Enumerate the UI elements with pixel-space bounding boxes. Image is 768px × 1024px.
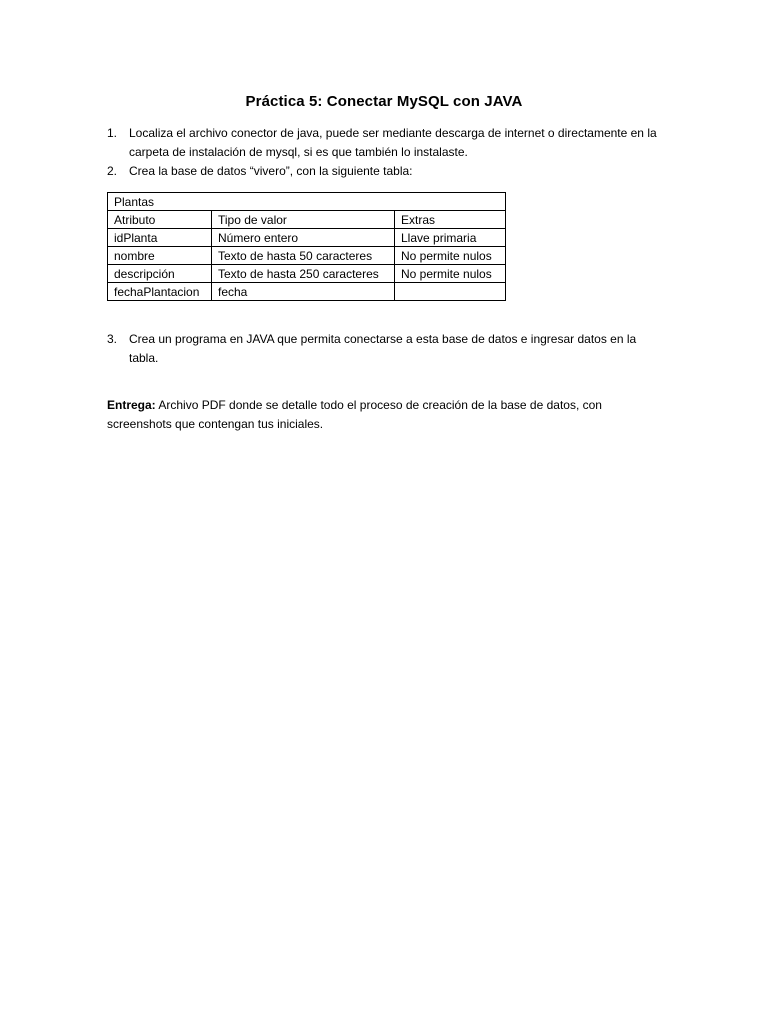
table-cell: [395, 283, 506, 301]
column-header: Tipo de valor: [212, 211, 395, 229]
steps-list-continued: [107, 330, 667, 368]
table-row: [108, 229, 506, 247]
column-header: Extras: [395, 211, 506, 229]
table-row: [108, 265, 506, 283]
table-cell: nombre: [108, 247, 212, 265]
table-cell: fechaPlantacion: [108, 283, 212, 301]
table-cell: idPlanta: [108, 229, 212, 247]
plantas-table: [107, 192, 506, 301]
step-number: 3.: [107, 332, 118, 346]
table-row: [108, 283, 506, 301]
table-header-row: [108, 211, 506, 229]
column-header: Atributo: [108, 211, 212, 229]
delivery-text: Archivo PDF donde se detalle todo el proceso de creación de la base de datos, con screenshots que contengan tus iniciales.: [107, 398, 602, 431]
step-text: Crea la base de datos “vivero”, con la siguiente tabla:: [129, 164, 413, 178]
list-item: [107, 330, 667, 368]
list-item: [107, 124, 667, 162]
step-number: 2.: [107, 164, 118, 178]
step-number: 1.: [107, 126, 118, 140]
step-text: Crea un programa en JAVA que permita conectarse a esta base de datos e ingresar datos en la tabla.: [129, 332, 637, 365]
delivery-label: Entrega:: [107, 398, 156, 412]
table-row: [108, 247, 506, 265]
delivery-paragraph: [107, 396, 667, 434]
table-cell: Número entero: [212, 229, 395, 247]
step-text: Localiza el archivo conector de java, puede ser mediante descarga de internet o directamente en la carpeta de instalación de mysql, si es que también lo instalaste.: [129, 126, 657, 159]
table-title-row: [108, 193, 506, 211]
table-cell: No permite nulos: [395, 247, 506, 265]
table-cell: Llave primaria: [395, 229, 506, 247]
steps-list: [107, 124, 667, 181]
table-cell: descripción: [108, 265, 212, 283]
table-cell: Texto de hasta 50 caracteres: [212, 247, 395, 265]
page-title: Práctica 5: Conectar MySQL con JAVA: [245, 93, 523, 110]
list-item: [107, 162, 667, 181]
table-cell: Texto de hasta 250 caracteres: [212, 265, 395, 283]
table-cell: fecha: [212, 283, 395, 301]
table-cell: No permite nulos: [395, 265, 506, 283]
table-name: Plantas: [108, 193, 506, 211]
